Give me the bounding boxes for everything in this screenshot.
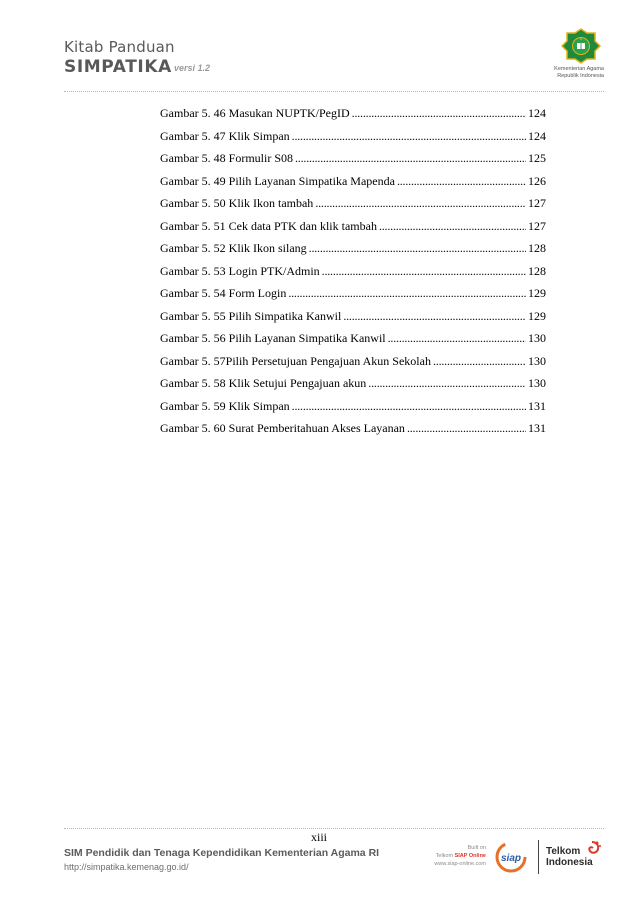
toc-leader-dots <box>388 329 526 347</box>
footer-organization: SIM Pendidik dan Tenaga Kependidikan Kementerian Agama RI <box>64 847 380 859</box>
toc-entry-label: Gambar 5. 52 Klik Ikon silang <box>160 241 307 255</box>
toc-entry-label: Gambar 5. 49 Pilih Layanan Simpatika Mapenda <box>160 173 395 188</box>
toc-leader-dots <box>407 419 526 437</box>
toc-entry-page: 130 <box>528 331 546 345</box>
toc-entry[interactable] <box>160 194 546 212</box>
ministry-name-line1: Kementerian Agama <box>554 66 604 72</box>
toc-entry-label: Gambar 5. 47 Klik Simpan <box>160 128 290 143</box>
toc-leader-dots <box>309 239 526 257</box>
toc-entry-label: Gambar 5. 58 Klik Setujui Pengajuan akun <box>160 376 367 390</box>
toc-leader-dots <box>288 284 526 302</box>
kemenag-logo-icon <box>557 28 605 64</box>
built-on-url: www.siap-online.com <box>434 861 486 867</box>
footer-url[interactable]: http://simpatika.kemenag.go.id/ <box>64 862 189 872</box>
ministry-name <box>514 66 604 80</box>
toc-entry[interactable] <box>160 172 546 190</box>
toc-entry[interactable] <box>160 419 546 437</box>
toc-entry-page: 124 <box>528 106 546 120</box>
toc-leader-dots <box>292 127 526 145</box>
toc-entry-page: 131 <box>528 398 546 413</box>
toc-entry-page: 127 <box>528 196 546 210</box>
toc-leader-dots <box>397 172 526 190</box>
toc-entry-label: Gambar 5. 51 Cek data PTK dan klik tambah <box>160 218 377 233</box>
toc-entry-page: 128 <box>528 263 546 278</box>
toc-entry[interactable] <box>160 217 546 235</box>
toc-leader-dots <box>352 104 526 122</box>
toc-leader-dots <box>315 194 526 212</box>
toc-entry[interactable] <box>160 352 546 370</box>
toc-entry-page: 126 <box>528 173 546 188</box>
toc-leader-dots <box>433 352 526 370</box>
built-on-label: Built on <box>467 845 486 851</box>
header-version: versi 1.2 <box>174 63 211 73</box>
toc-entry-page: 125 <box>528 151 546 165</box>
toc-entry-label: Gambar 5. 60 Surat Pemberitahuan Akses Layanan <box>160 421 405 435</box>
toc-entry-label: Gambar 5. 59 Klik Simpan <box>160 398 290 413</box>
built-on-brand-prefix: Telkom <box>435 853 454 859</box>
toc-entry[interactable] <box>160 262 546 280</box>
ministry-name-line2: Republik Indonesia <box>557 73 604 79</box>
built-on-block <box>400 844 486 868</box>
toc-entry-page: 129 <box>528 308 546 323</box>
telkom-brand-line1: Telkom <box>546 846 581 857</box>
toc-entry[interactable] <box>160 307 546 325</box>
toc-entry-label: Gambar 5. 55 Pilih Simpatika Kanwil <box>160 308 342 323</box>
header-product-name: SIMPATIKA <box>64 57 172 77</box>
built-on-brand <box>400 852 486 860</box>
header-title: Kitab Panduan <box>64 38 175 56</box>
table-of-figures <box>160 104 546 442</box>
telkom-brand-line2: Indonesia <box>546 857 593 868</box>
toc-entry[interactable] <box>160 397 546 415</box>
toc-entry-page: 131 <box>528 421 546 435</box>
siap-logo-icon <box>495 841 527 873</box>
toc-entry[interactable] <box>160 329 546 347</box>
toc-entry[interactable] <box>160 239 546 257</box>
footer-divider <box>64 828 604 829</box>
built-on-brand-name: SIAP Online <box>454 853 486 859</box>
toc-leader-dots <box>343 307 526 325</box>
toc-entry-label: Gambar 5. 54 Form Login <box>160 286 287 300</box>
toc-entry[interactable] <box>160 149 546 167</box>
toc-entry-page: 128 <box>528 241 546 255</box>
toc-entry-page: 129 <box>528 286 546 300</box>
toc-leader-dots <box>295 149 526 167</box>
toc-entry[interactable] <box>160 127 546 145</box>
toc-entry-label: Gambar 5. 53 Login PTK/Admin <box>160 263 320 278</box>
header-divider <box>64 91 604 92</box>
toc-entry-label: Gambar 5. 50 Klik Ikon tambah <box>160 196 314 210</box>
toc-leader-dots <box>379 217 526 235</box>
footer-logo-divider <box>538 840 539 874</box>
page-number: xiii <box>310 830 327 844</box>
toc-entry[interactable] <box>160 374 546 392</box>
toc-entry-page: 130 <box>528 353 546 368</box>
toc-entry-page: 127 <box>528 218 546 233</box>
toc-entry-page: 130 <box>528 376 546 390</box>
toc-entry-label: Gambar 5. 56 Pilih Layanan Simpatika Kanwil <box>160 331 386 345</box>
toc-entry[interactable] <box>160 284 546 302</box>
telkom-logo-icon <box>582 840 602 858</box>
toc-entry[interactable] <box>160 104 546 122</box>
toc-leader-dots <box>322 262 526 280</box>
toc-leader-dots <box>292 397 526 415</box>
toc-entry-label: Gambar 5. 57Pilih Persetujuan Pengajuan Akun Sekolah <box>160 353 431 368</box>
toc-entry-label: Gambar 5. 48 Formulir S08 <box>160 151 293 165</box>
toc-entry-label: Gambar 5. 46 Masukan NUPTK/PegID <box>160 106 350 120</box>
toc-entry-page: 124 <box>528 128 546 143</box>
svg-text:siap: siap <box>500 853 522 864</box>
toc-leader-dots <box>368 374 526 392</box>
